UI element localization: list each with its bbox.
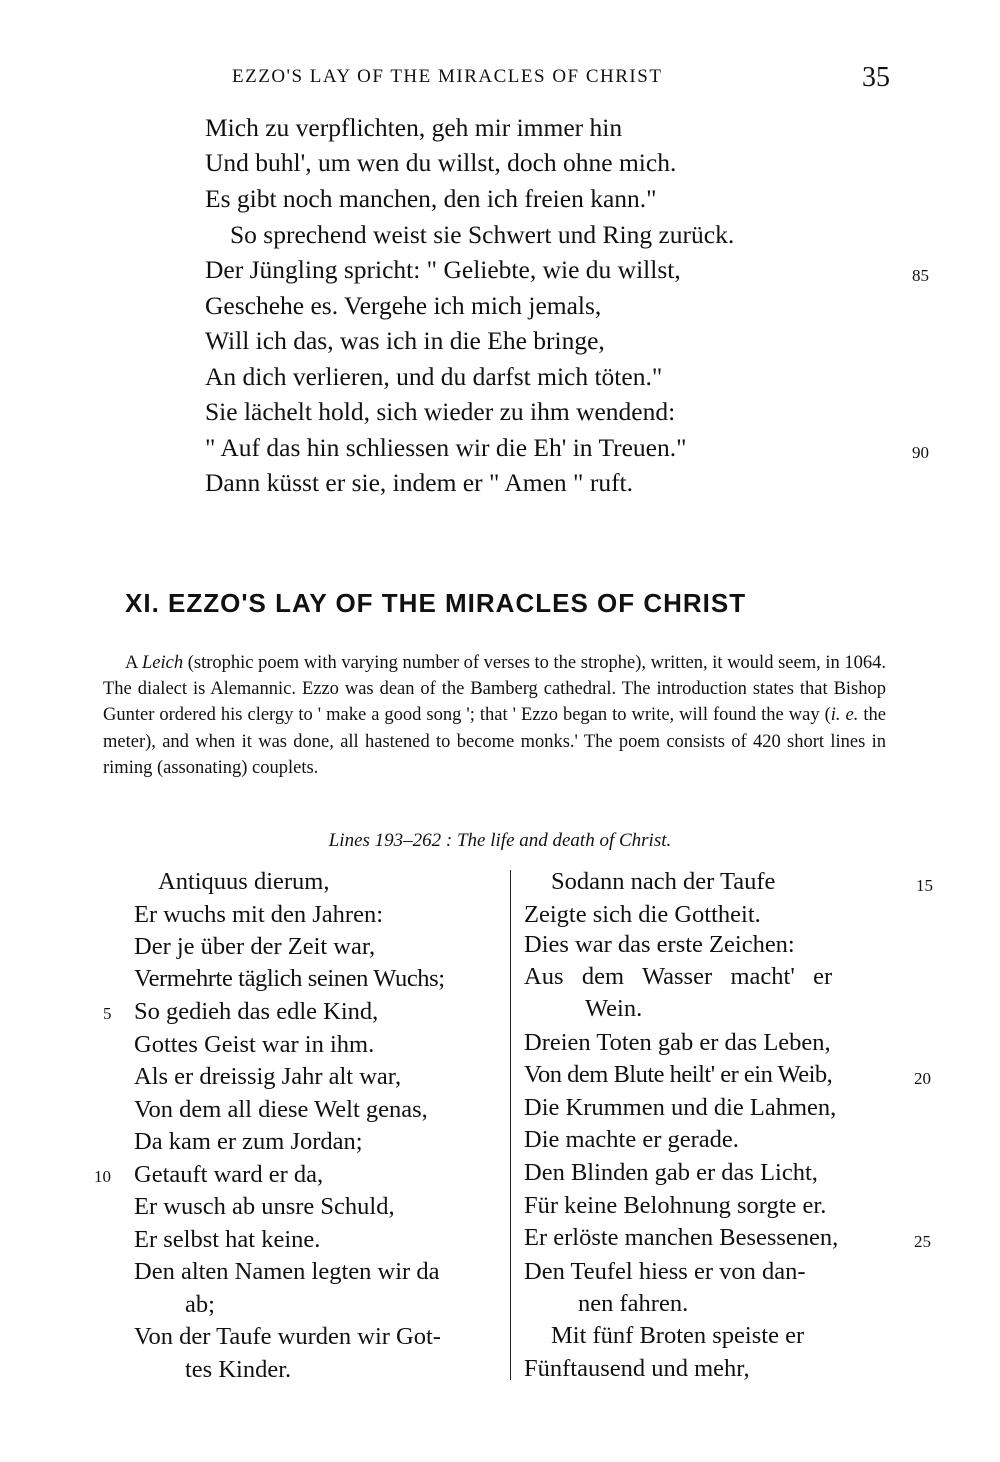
poem-line: Antiquus dierum, [158,868,330,895]
poem-line: Wein. [585,995,643,1022]
section-title: XI. EZZO'S LAY OF THE MIRACLES OF CHRIST [125,588,747,618]
poem-line: Mit fünf Broten speiste er [551,1322,805,1349]
poem-line: Er wuchs mit den Jahren: [134,901,384,928]
excerpt-caption: Lines 193–262 : The life and death of Christ. [328,830,672,851]
poem-line: tes Kinder. [185,1356,292,1383]
line-number: 15 [916,876,933,895]
poem-line: Den alten Namen legten wir da [134,1258,440,1285]
line-number: 10 [94,1167,111,1186]
poem-line: nen fahren. [578,1290,689,1317]
line-number: 20 [914,1069,931,1088]
line-number: 25 [914,1232,931,1251]
poem-line: Getauft ward er da, [134,1161,324,1188]
poem-line: So gedieh das edle Kind, [134,998,379,1025]
poem-line: Vermehrte täglich seinen Wuchs; [134,965,445,992]
poem-line: Von dem Blute heilt' er ein Weib, [524,1061,833,1088]
poem-line: Und buhl', um wen du willst, doch ohne mich. [205,148,677,177]
poem-line: Der Jüngling spricht: " Geliebte, wie du willst, [205,255,681,284]
poem-line: ab; [185,1291,215,1318]
line-number: 90 [912,443,929,462]
poem-line: Von dem all diese Welt genas, [134,1096,428,1123]
poem-line: Da kam er zum Jordan; [134,1128,363,1155]
intro-text-c: the meter), and when it was done, all hastened to become monks.' The poem consists of 420 short lines in riming (assonating) couplets. [103,705,886,778]
introduction-paragraph [103,650,886,781]
line-number: 5 [103,1004,112,1023]
poem-line: Den Blinden gab er das Licht, [524,1159,818,1186]
poem-line: Zeigte sich die Gottheit. [524,901,761,928]
poem-line: Fünftausend und mehr, [524,1355,750,1382]
page-number: 35 [862,62,890,93]
poem-line: Sodann nach der Taufe [551,868,776,895]
poem-line: Die Krummen und die Lahmen, [524,1094,837,1121]
line-number: 85 [912,266,929,285]
poem-line: Er erlöste manchen Besessenen, [524,1224,839,1251]
poem-line: Für keine Belohnung sorgte er. [524,1192,827,1219]
poem-line: Mich zu verpflichten, geh mir immer hin [205,113,623,142]
poem-line: Als er dreissig Jahr alt war, [134,1063,402,1090]
column-divider [510,870,511,1380]
poem-line: Den Teufel hiess er von dan- [524,1258,806,1285]
poem-line: Dies war das erste Zeichen: [524,931,795,958]
poem-line: Geschehe es. Vergehe ich mich jemals, [205,291,602,320]
poem-line: So sprechend weist sie Schwert und Ring zurück. [230,220,735,249]
poem-line: Der je über der Zeit war, [134,933,376,960]
poem-line: Es gibt noch manchen, den ich freien kann." [205,184,657,213]
intro-text-b: (strophic poem with varying number of verses to the strophe), written, it would seem, in 1064. The dialect is Alemannic. Ezzo was dean of the Bamberg cathedral. The introduction states that Bishop Gunter ordered his clergy to ' make a good song '; that ' Ezzo began to write, will found the way ( [103,653,886,726]
intro-abbrev: i. e. [830,705,859,726]
running-head: EZZO'S LAY OF THE MIRACLES OF CHRIST [232,66,663,87]
poem-line: An dich verlieren, und du darfst mich töten." [205,362,663,391]
poem-line: Er wusch ab unsre Schuld, [134,1193,395,1220]
intro-text-a: A [125,653,142,673]
poem-line: Dann küsst er sie, indem er " Amen " ruft. [205,468,634,497]
intro-term-leich: Leich [141,653,184,673]
poem-line: Aus dem Wasser macht' er [524,963,833,990]
poem-line: Gottes Geist war in ihm. [134,1031,375,1058]
poem-line: " Auf das hin schliessen wir die Eh' in Treuen." [205,433,687,462]
poem-line: Er selbst hat keine. [134,1226,321,1253]
poem-line: Will ich das, was ich in die Ehe bringe, [205,326,605,355]
poem-line: Von der Taufe wurden wir Got- [134,1323,441,1350]
poem-line: Dreien Toten gab er das Leben, [524,1029,831,1056]
intro-text [103,650,886,781]
poem-line: Sie lächelt hold, sich wieder zu ihm wendend: [205,397,676,426]
poem-line: Die machte er gerade. [524,1126,739,1153]
